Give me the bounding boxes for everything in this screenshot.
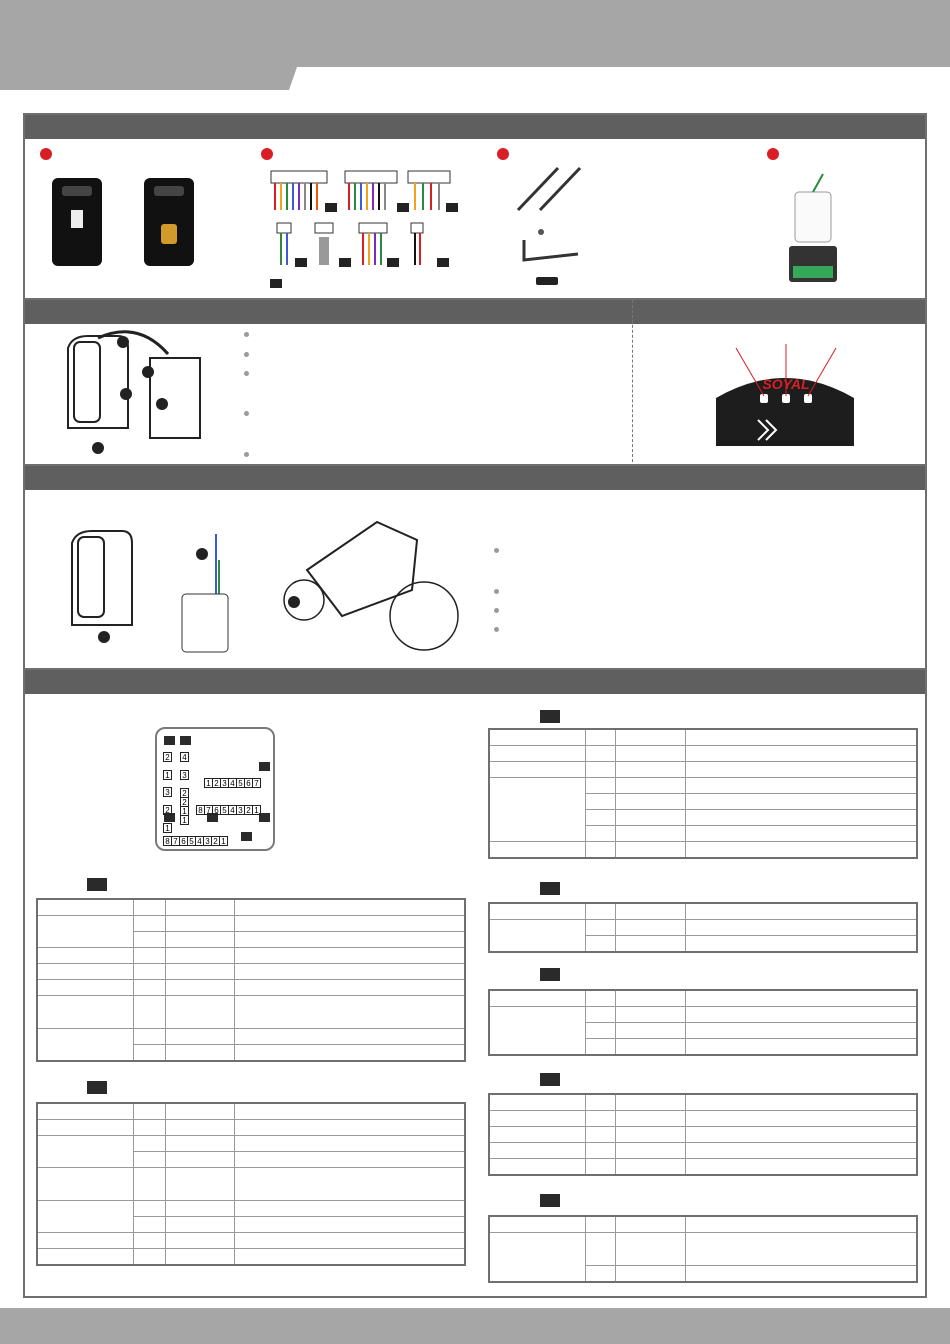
pin-label: 1 — [163, 823, 172, 833]
pin-label: 3 — [163, 787, 172, 797]
bullet — [244, 371, 249, 376]
wiring-table-right-4 — [488, 1093, 918, 1176]
wiring-table-left-2 — [36, 1102, 466, 1266]
item-marker-3 — [497, 148, 509, 160]
pin-label: 5 — [236, 778, 245, 788]
led-panel-illustration — [700, 338, 870, 450]
pin-label: 3 — [180, 770, 189, 780]
cable-set-illustration — [265, 165, 465, 290]
column-divider — [632, 300, 633, 462]
keypad-wiring-illustration — [180, 530, 235, 656]
bullet — [244, 411, 249, 416]
pin-label: 1 — [180, 815, 189, 825]
bullet — [244, 332, 249, 337]
item-marker-2 — [261, 148, 273, 160]
bullet — [494, 608, 499, 613]
hex-key-icon — [524, 240, 578, 260]
wiring-table-right-1 — [488, 728, 918, 859]
section-bar-installation — [25, 300, 925, 324]
pin-label: 5 — [187, 836, 196, 846]
table-tag — [87, 1081, 107, 1094]
item-marker-1 — [40, 148, 52, 160]
pin-label: 3 — [236, 805, 245, 815]
table-tag — [87, 878, 107, 891]
reader-side-illustration — [282, 520, 462, 652]
header-notch — [289, 67, 950, 90]
bullet — [494, 627, 499, 632]
pin-label: 2 — [244, 805, 253, 815]
pin-label: 2 — [212, 778, 221, 788]
pin-label: 2 — [163, 805, 172, 815]
pin-label: 1 — [204, 778, 213, 788]
table-tag — [540, 968, 560, 981]
pin-label: 1 — [180, 806, 189, 816]
pin-label: 7 — [204, 805, 213, 815]
wiring-table-left-1 — [36, 898, 466, 1062]
pin-label: 2 — [180, 788, 189, 798]
screws-and-tools-illustration — [510, 162, 610, 292]
pin-label: 6 — [179, 836, 188, 846]
table-tag — [540, 1194, 560, 1207]
pin-label: 8 — [163, 836, 172, 846]
pin-label: 5 — [220, 805, 229, 815]
pin-label: 8 — [196, 805, 205, 815]
wiring-table-right-2 — [488, 902, 918, 953]
wiring-board-diagram — [155, 727, 275, 851]
reader-devices-illustration — [45, 172, 205, 272]
bullet — [244, 452, 249, 457]
screw-2 — [540, 168, 580, 210]
footer-band — [0, 1308, 950, 1344]
pin-label: 3 — [220, 778, 229, 788]
tamper-cap — [536, 277, 558, 285]
pin-label: 3 — [203, 836, 212, 846]
pin-label: 1 — [163, 770, 172, 780]
item-marker-4 — [767, 148, 779, 160]
pin-label: 2 — [180, 797, 189, 807]
bullet — [494, 589, 499, 594]
pin-label: 4 — [195, 836, 204, 846]
table-tag — [540, 710, 560, 723]
wiring-table-right-5 — [488, 1215, 918, 1283]
screw-1 — [518, 168, 558, 210]
pin-label: 4 — [228, 778, 237, 788]
bullet — [244, 352, 249, 357]
pin-label: 1 — [252, 805, 261, 815]
pin-label: 4 — [228, 805, 237, 815]
section-bar-wiring — [25, 670, 925, 694]
pin-label: 7 — [252, 778, 261, 788]
table-tag — [540, 1073, 560, 1086]
pin-label: 6 — [212, 805, 221, 815]
pin-label: 2 — [211, 836, 220, 846]
reader-front-illustration — [62, 525, 147, 645]
table-tag — [540, 882, 560, 895]
pin-label: 6 — [244, 778, 253, 788]
section-bar-contents — [25, 115, 925, 139]
accessory-illustration — [783, 170, 843, 290]
installation-illustration — [58, 328, 208, 458]
section-bar-keypad — [25, 466, 925, 490]
brand-logo-text: SOYAL — [762, 376, 810, 392]
wiring-table-right-3 — [488, 989, 918, 1056]
bullet — [494, 548, 499, 553]
pin-label: 7 — [171, 836, 180, 846]
pin-label: 1 — [219, 836, 228, 846]
pin-label: 2 — [163, 752, 172, 762]
keypad-icon — [795, 192, 831, 242]
pin-label: 4 — [180, 752, 189, 762]
